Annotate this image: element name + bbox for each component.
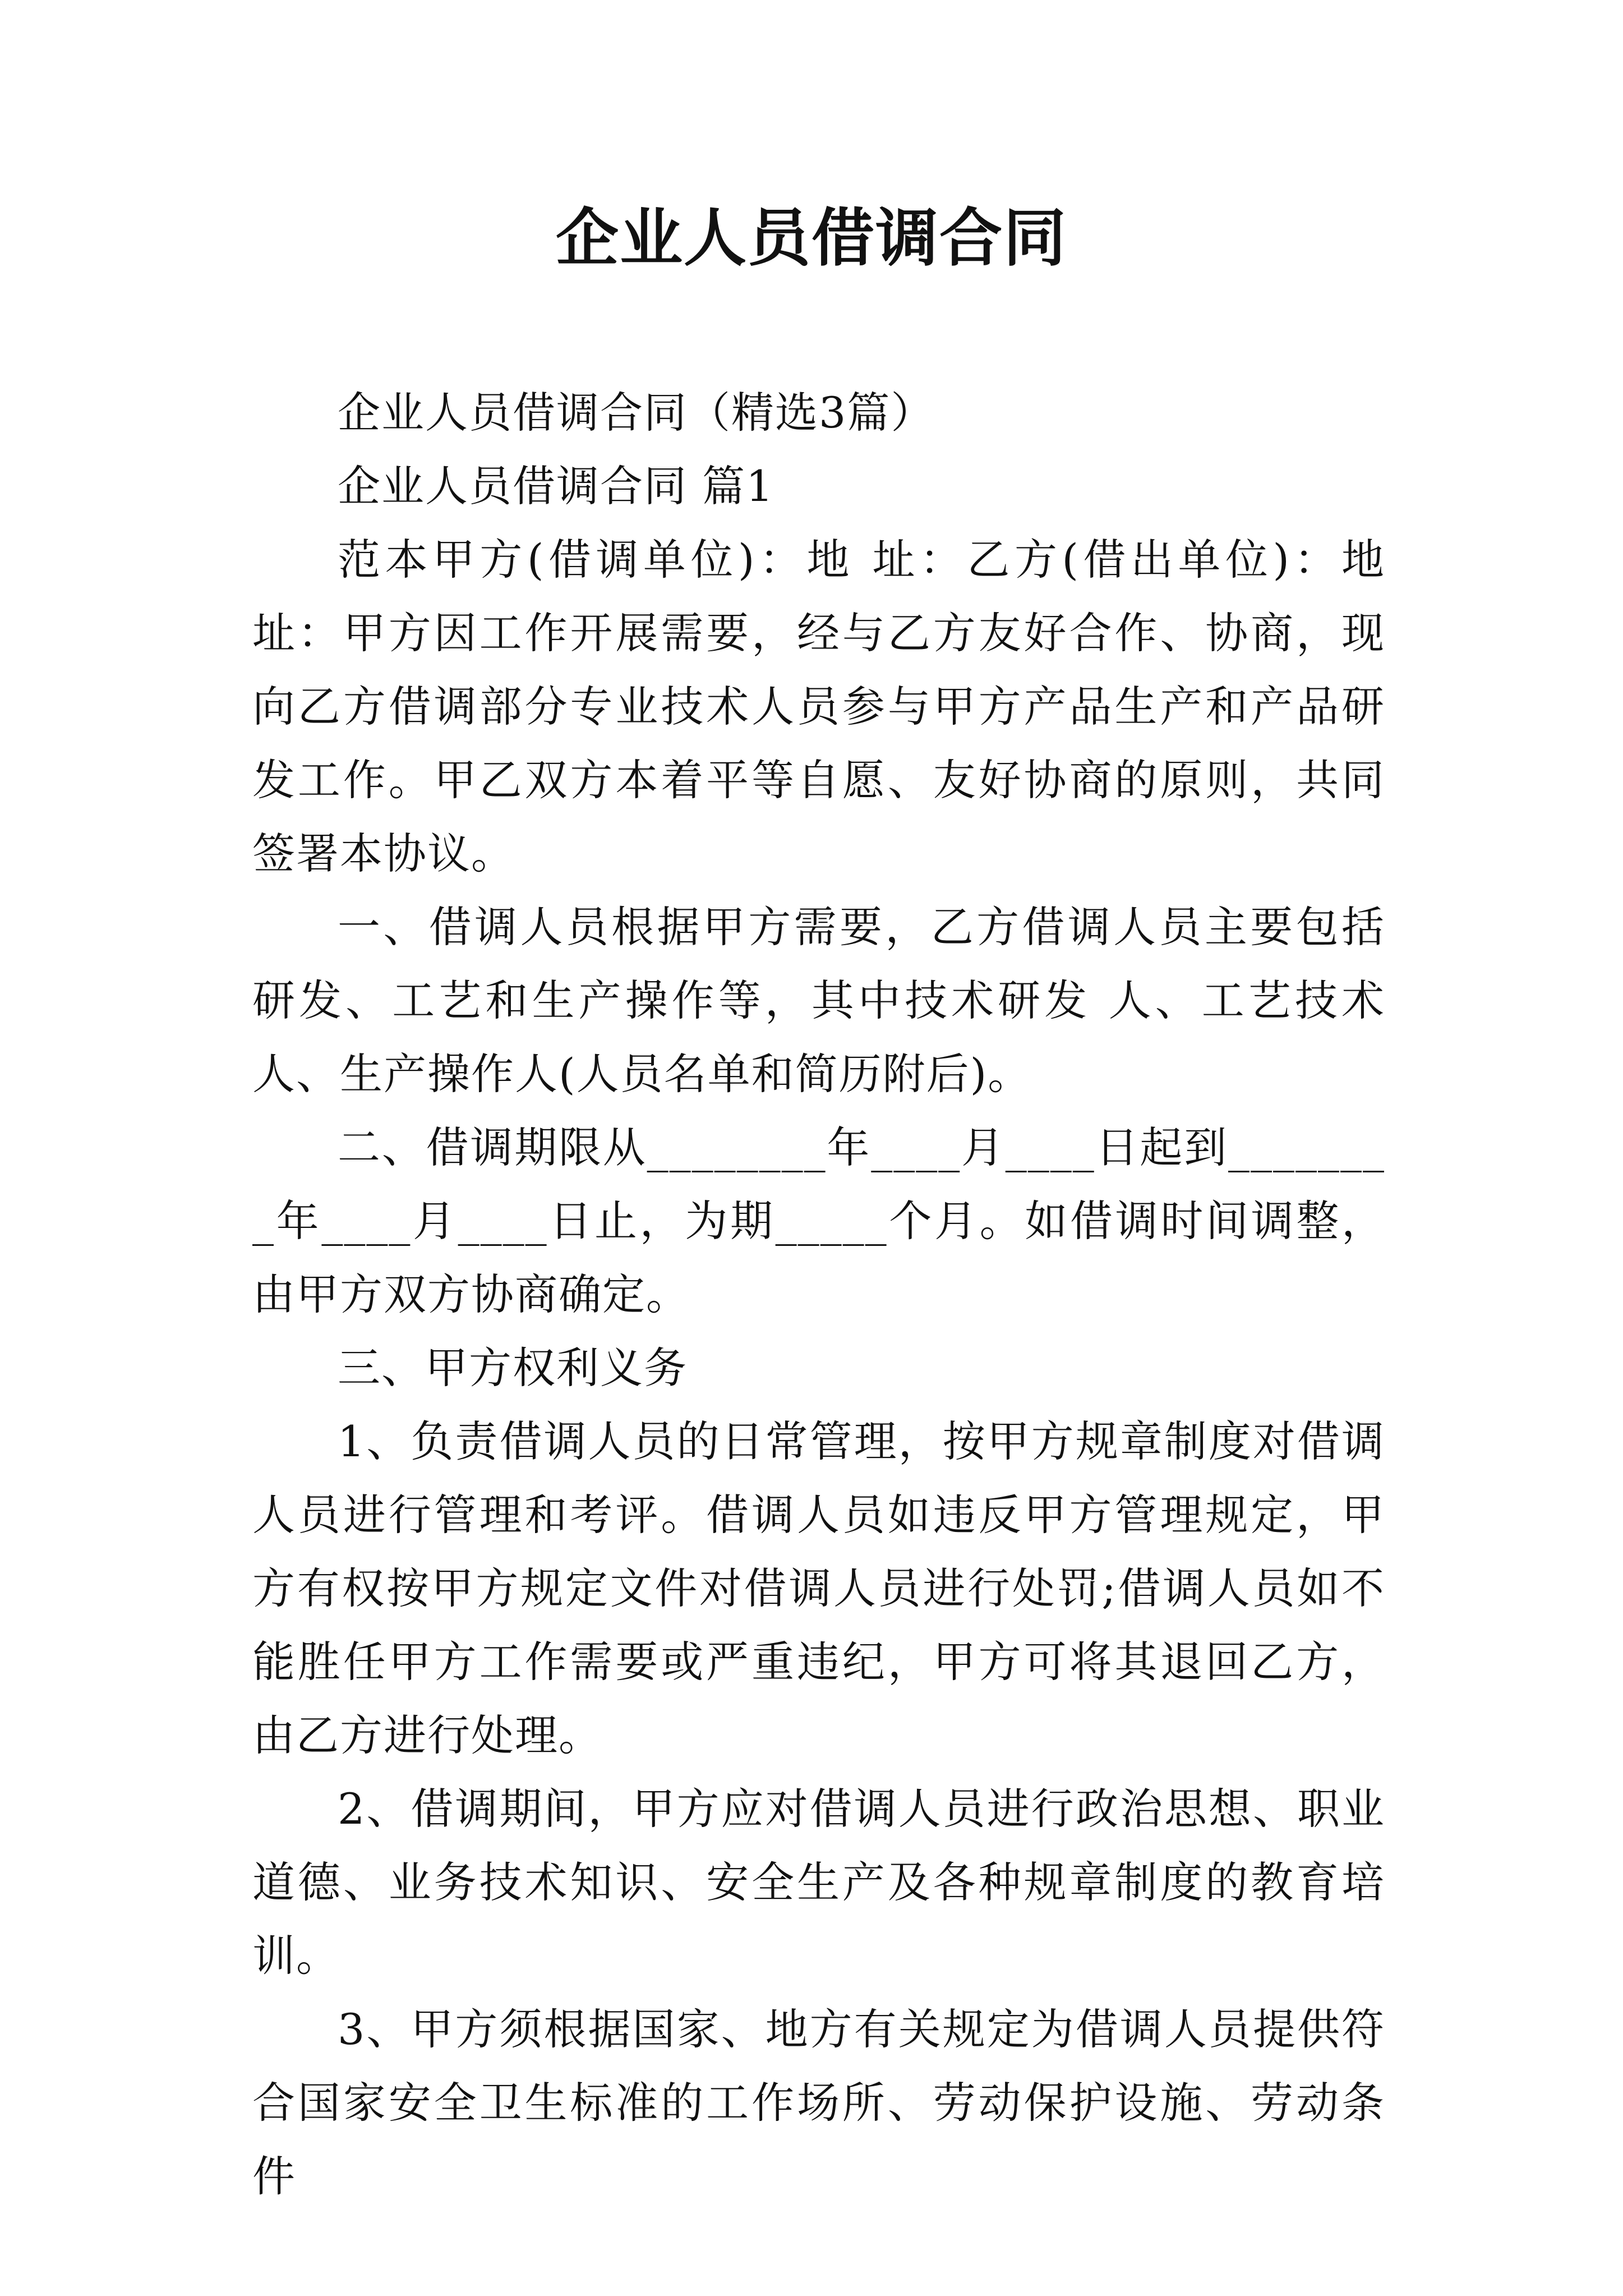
document-body [252,376,1385,2213]
intro-paragraph: 范本甲方(借调单位)：地 址：乙方(借出单位)：地 址：甲方因工作开展需要，经与乙方友好合作、协商，现向乙方借调部分专业技术人员参与甲方产品生产和产品研发工作。甲乙双方本着平等自愿、友好协商的原则，共同签署本协议。 [252,535,1385,878]
clause-3-item-2: 2、借调期间，甲方应对借调人员进行政治思想、职业道德、业务技术知识、安全生产及各种规章制度的教育培训。 [252,1784,1385,1981]
document-title: 企业人员借调合同 [556,201,1067,275]
clause-3-item-1: 1、负责借调人员的日常管理，按甲方规章制度对借调人员进行管理和考评。借调人员如违反甲方管理规定，甲方有权按甲方规定文件对借调人员进行处罚;借调人员如不能胜任甲方工作需要或严重违纪，甲方可将其退回乙方，由乙方进行处理。 [252,1416,1385,1760]
clause-2-period: 二、借调期限从________年____月____日起到________年____月____日止，为期_____个月。如借调时间调整，由甲方双方协商确定。 [252,1122,1385,1319]
section-heading-part1: 企业人员借调合同 篇1 [338,461,774,511]
subtitle-selection: 企业人员借调合同（精选3篇） [338,388,935,438]
clause-3-item-3: 3、甲方须根据国家、地方有关规定为借调人员提供符合国家安全卫生标准的工作场所、劳动保护设施、劳动条件 [252,2004,1385,2201]
clause-1-personnel: 一、借调人员根据甲方需要，乙方借调人员主要包括研发、工艺和生产操作等，其中技术研发 人、工艺技术 人、生产操作人(人员名单和简历附后)。 [252,902,1385,1099]
clause-3-heading: 三、甲方权利义务 [338,1343,688,1393]
